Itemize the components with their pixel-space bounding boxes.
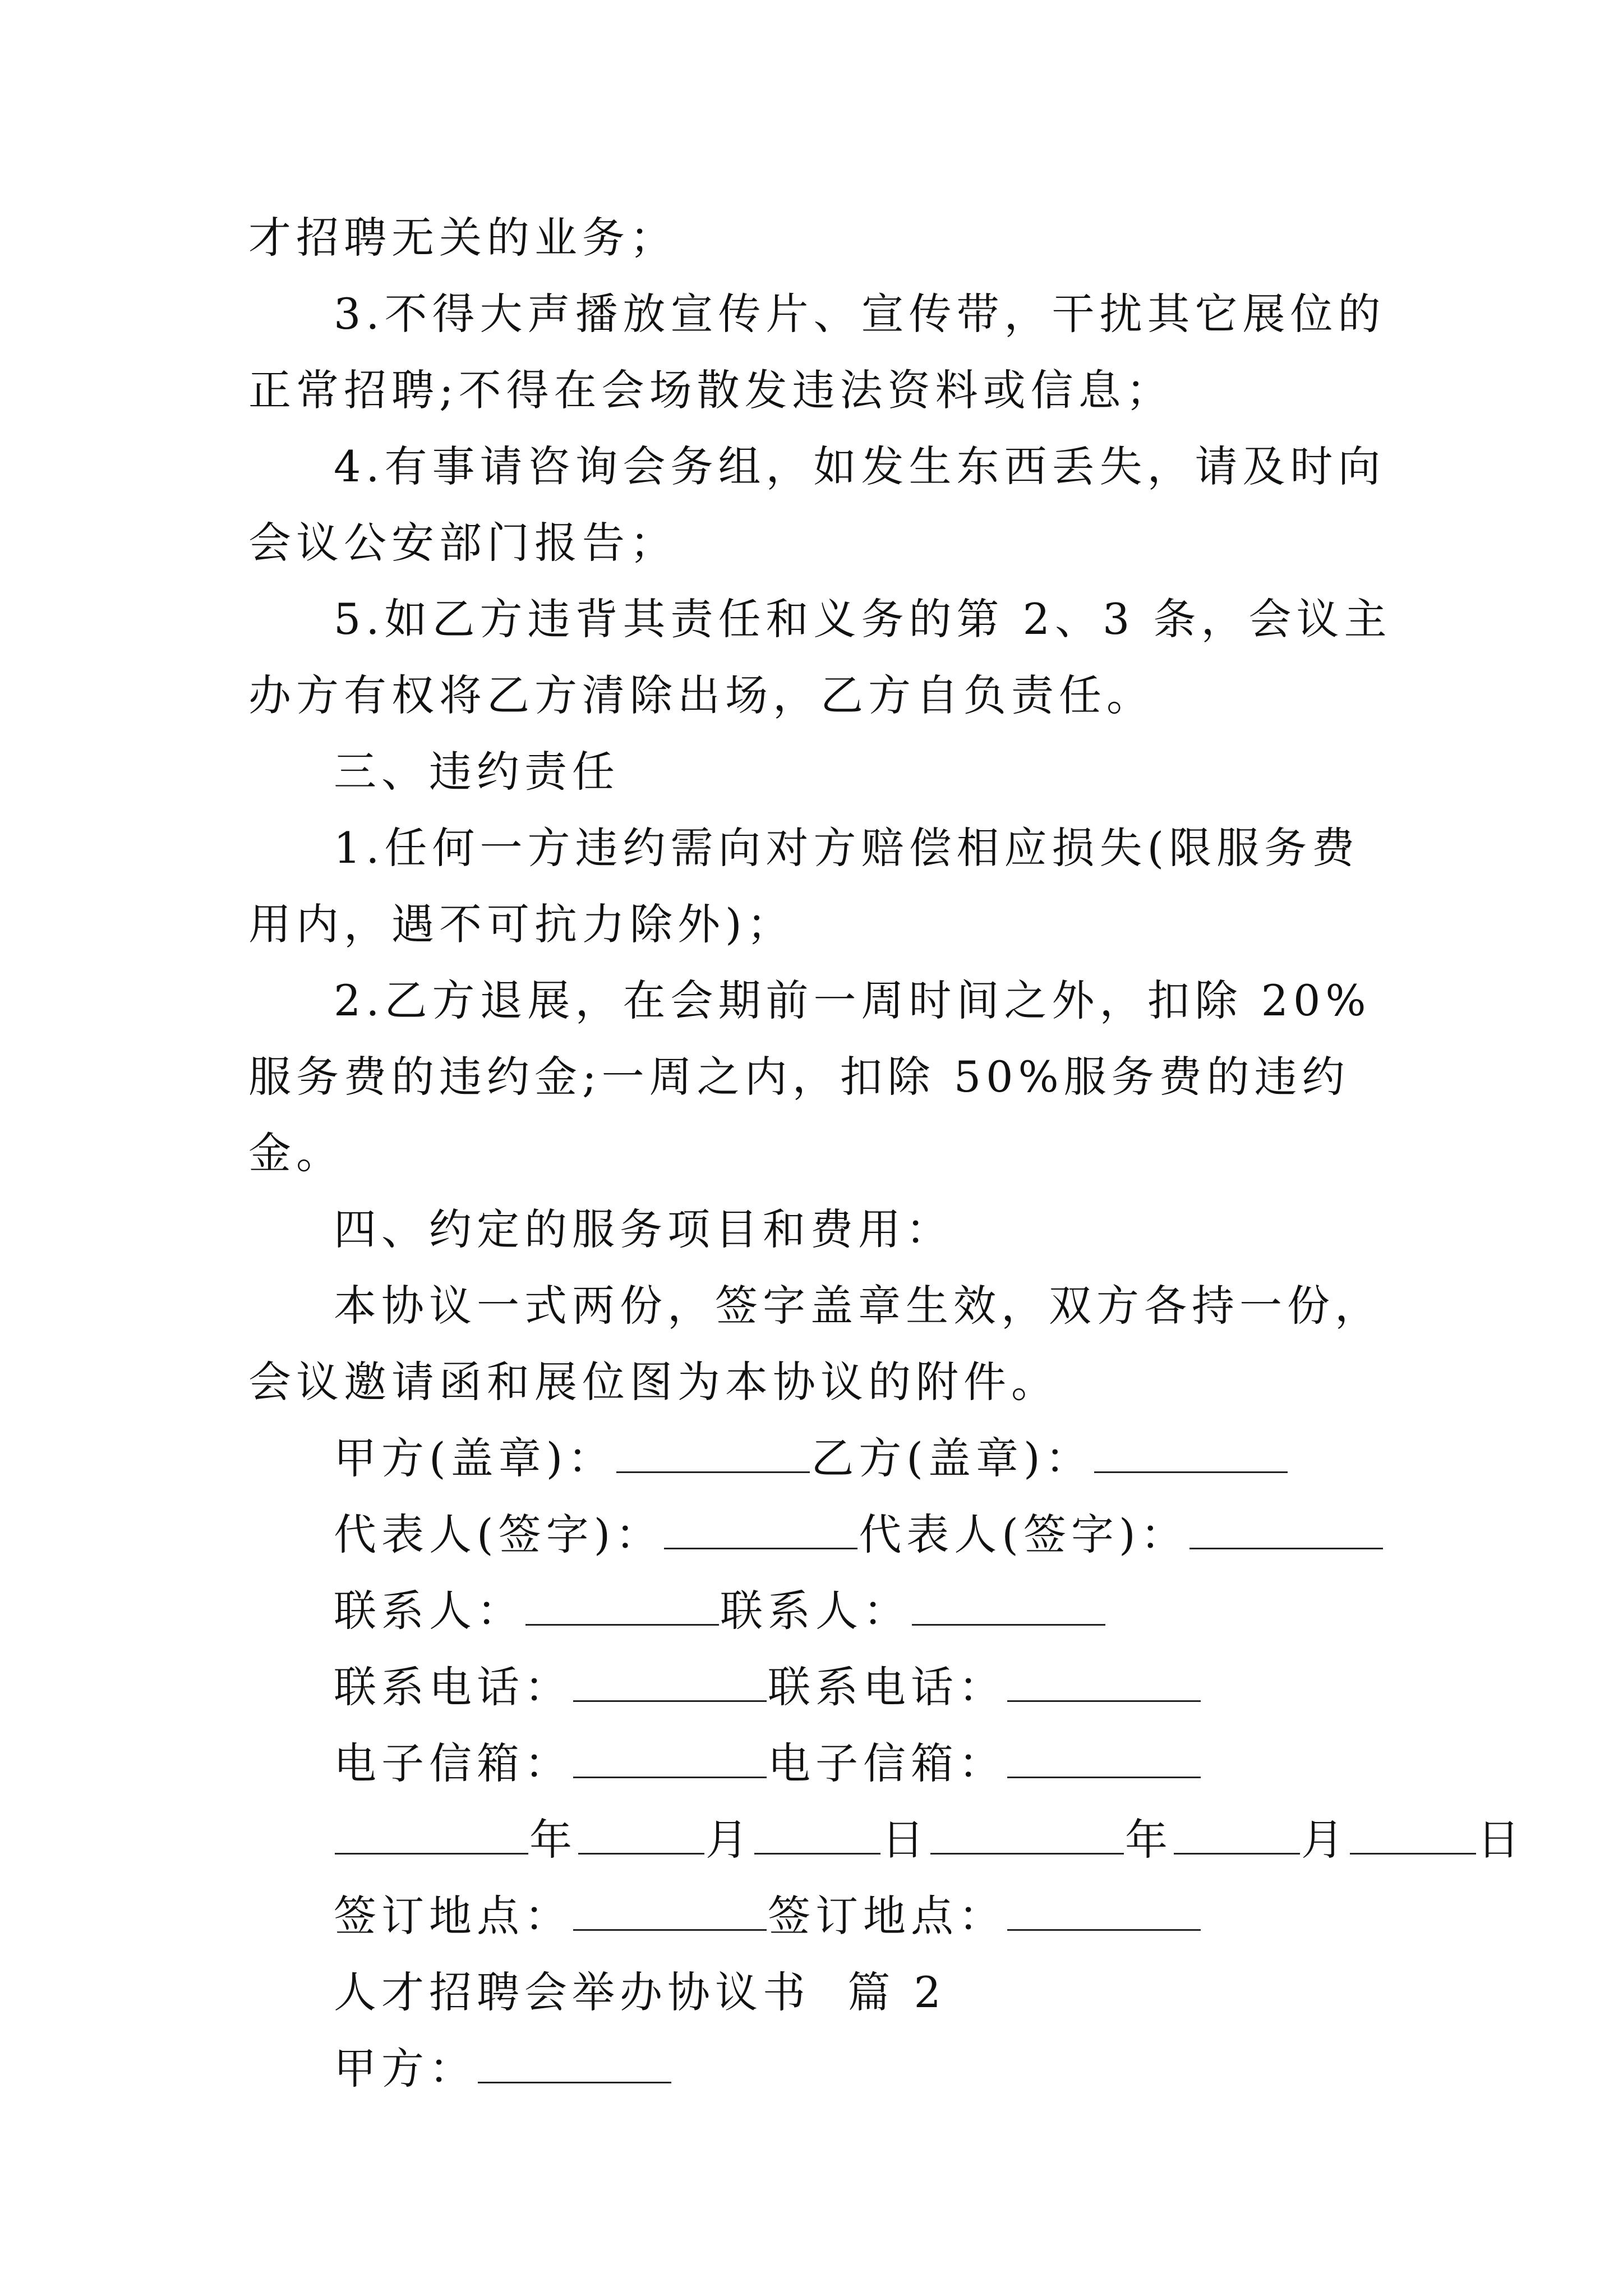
signature-representative-line (248, 1497, 1393, 1573)
party-b-phone-blank[interactable] (1007, 1700, 1201, 1702)
party-b-place-label: 签订地点： (768, 1891, 1006, 1941)
party-a-phone-label: 联系电话： (334, 1662, 572, 1712)
party-b-contact-blank[interactable] (912, 1624, 1105, 1626)
paragraph-liability-2: 2.乙方退展，在会期前一周时间之外，扣除 20%服务费的违约金;一周之内，扣除 50%服务费的违约金。 (248, 976, 1371, 1178)
party-a-place-label: 签订地点： (334, 1891, 572, 1941)
section-heading-services: 四、约定的服务项目和费用： (334, 1204, 953, 1254)
party-b-seal-label: 乙方(盖章)： (811, 1433, 1093, 1483)
party-a-phone-blank[interactable] (573, 1700, 767, 1702)
month-label-b: 月 (1301, 1815, 1349, 1865)
party-b-year-blank[interactable] (930, 1853, 1124, 1855)
paragraph-clause-3: 3.不得大声播放宣传片、宣传带，干扰其它展位的正常招聘;不得在会场散发违法资料或信息； (248, 289, 1386, 415)
party-a-year-blank[interactable] (335, 1853, 528, 1855)
party-b-month-blank[interactable] (1174, 1853, 1300, 1855)
party-b-representative-label: 代表人(签字)： (859, 1510, 1188, 1559)
party-a-seal-label: 甲方(盖章)： (334, 1433, 616, 1483)
party-b-seal-blank[interactable] (1094, 1471, 1288, 1473)
party-b-place-blank[interactable] (1007, 1929, 1201, 1931)
day-label-b: 日 (1477, 1815, 1525, 1865)
party-a-line (248, 2031, 1393, 2107)
paragraph-copies: 本协议一式两份，签字盖章生效，双方各持一份，会议邀请函和展位图为本协议的附件。 (248, 1281, 1382, 1407)
party-b-email-label: 电子信箱： (768, 1738, 1006, 1788)
signature-phone-line (248, 1649, 1393, 1726)
paragraph-clause-4: 4.有事请咨询会务组，如发生东西丢失，请及时向会议公安部门报告； (248, 441, 1386, 568)
party-b-email-blank[interactable] (1007, 1777, 1201, 1778)
year-label-b: 年 (1125, 1815, 1173, 1865)
party-a-representative-blank[interactable] (664, 1548, 857, 1549)
party-b-day-blank[interactable] (1350, 1853, 1476, 1855)
party-b-phone-label: 联系电话： (768, 1662, 1006, 1712)
party-a-label: 甲方： (334, 2044, 477, 2093)
month-label-a: 月 (706, 1815, 753, 1865)
party-a-place-blank[interactable] (573, 1929, 767, 1931)
party-a-day-blank[interactable] (754, 1853, 880, 1855)
paragraph-continued: 才招聘无关的业务； (248, 213, 677, 263)
document-body (248, 200, 1525, 2107)
signature-place-line (248, 1878, 1393, 1954)
party-a-month-blank[interactable] (578, 1853, 704, 1855)
paragraph-liability-1: 1.任何一方违约需向对方赔偿相应损失(限服务费用内，遇不可抗力除外)； (248, 823, 1360, 949)
party-a-representative-label: 代表人(签字)： (334, 1510, 663, 1559)
signature-seal-line (248, 1420, 1393, 1497)
party-a-seal-blank[interactable] (616, 1471, 810, 1473)
signature-date-line (248, 1802, 1525, 1878)
party-a-contact-blank[interactable] (525, 1624, 719, 1626)
paragraph-clause-5: 5.如乙方违背其责任和义务的第 2、3 条，会议主办方有权将乙方清除出场，乙方自负责任。 (248, 594, 1392, 720)
party-b-representative-blank[interactable] (1189, 1548, 1383, 1549)
party-a-blank[interactable] (478, 2082, 671, 2083)
party-a-email-label: 电子信箱： (334, 1738, 572, 1788)
section-heading-liability: 三、违约责任 (334, 747, 620, 797)
party-b-contact-label: 联系人： (720, 1586, 911, 1636)
next-section-title: 人才招聘会举办协议书 篇 2 (334, 1967, 946, 2017)
year-label-a: 年 (529, 1815, 577, 1865)
party-a-contact-label: 联系人： (334, 1586, 524, 1636)
signature-email-line (248, 1726, 1393, 1802)
party-a-email-blank[interactable] (573, 1777, 767, 1778)
day-label-a: 日 (882, 1815, 929, 1865)
signature-contact-line (248, 1573, 1393, 1649)
